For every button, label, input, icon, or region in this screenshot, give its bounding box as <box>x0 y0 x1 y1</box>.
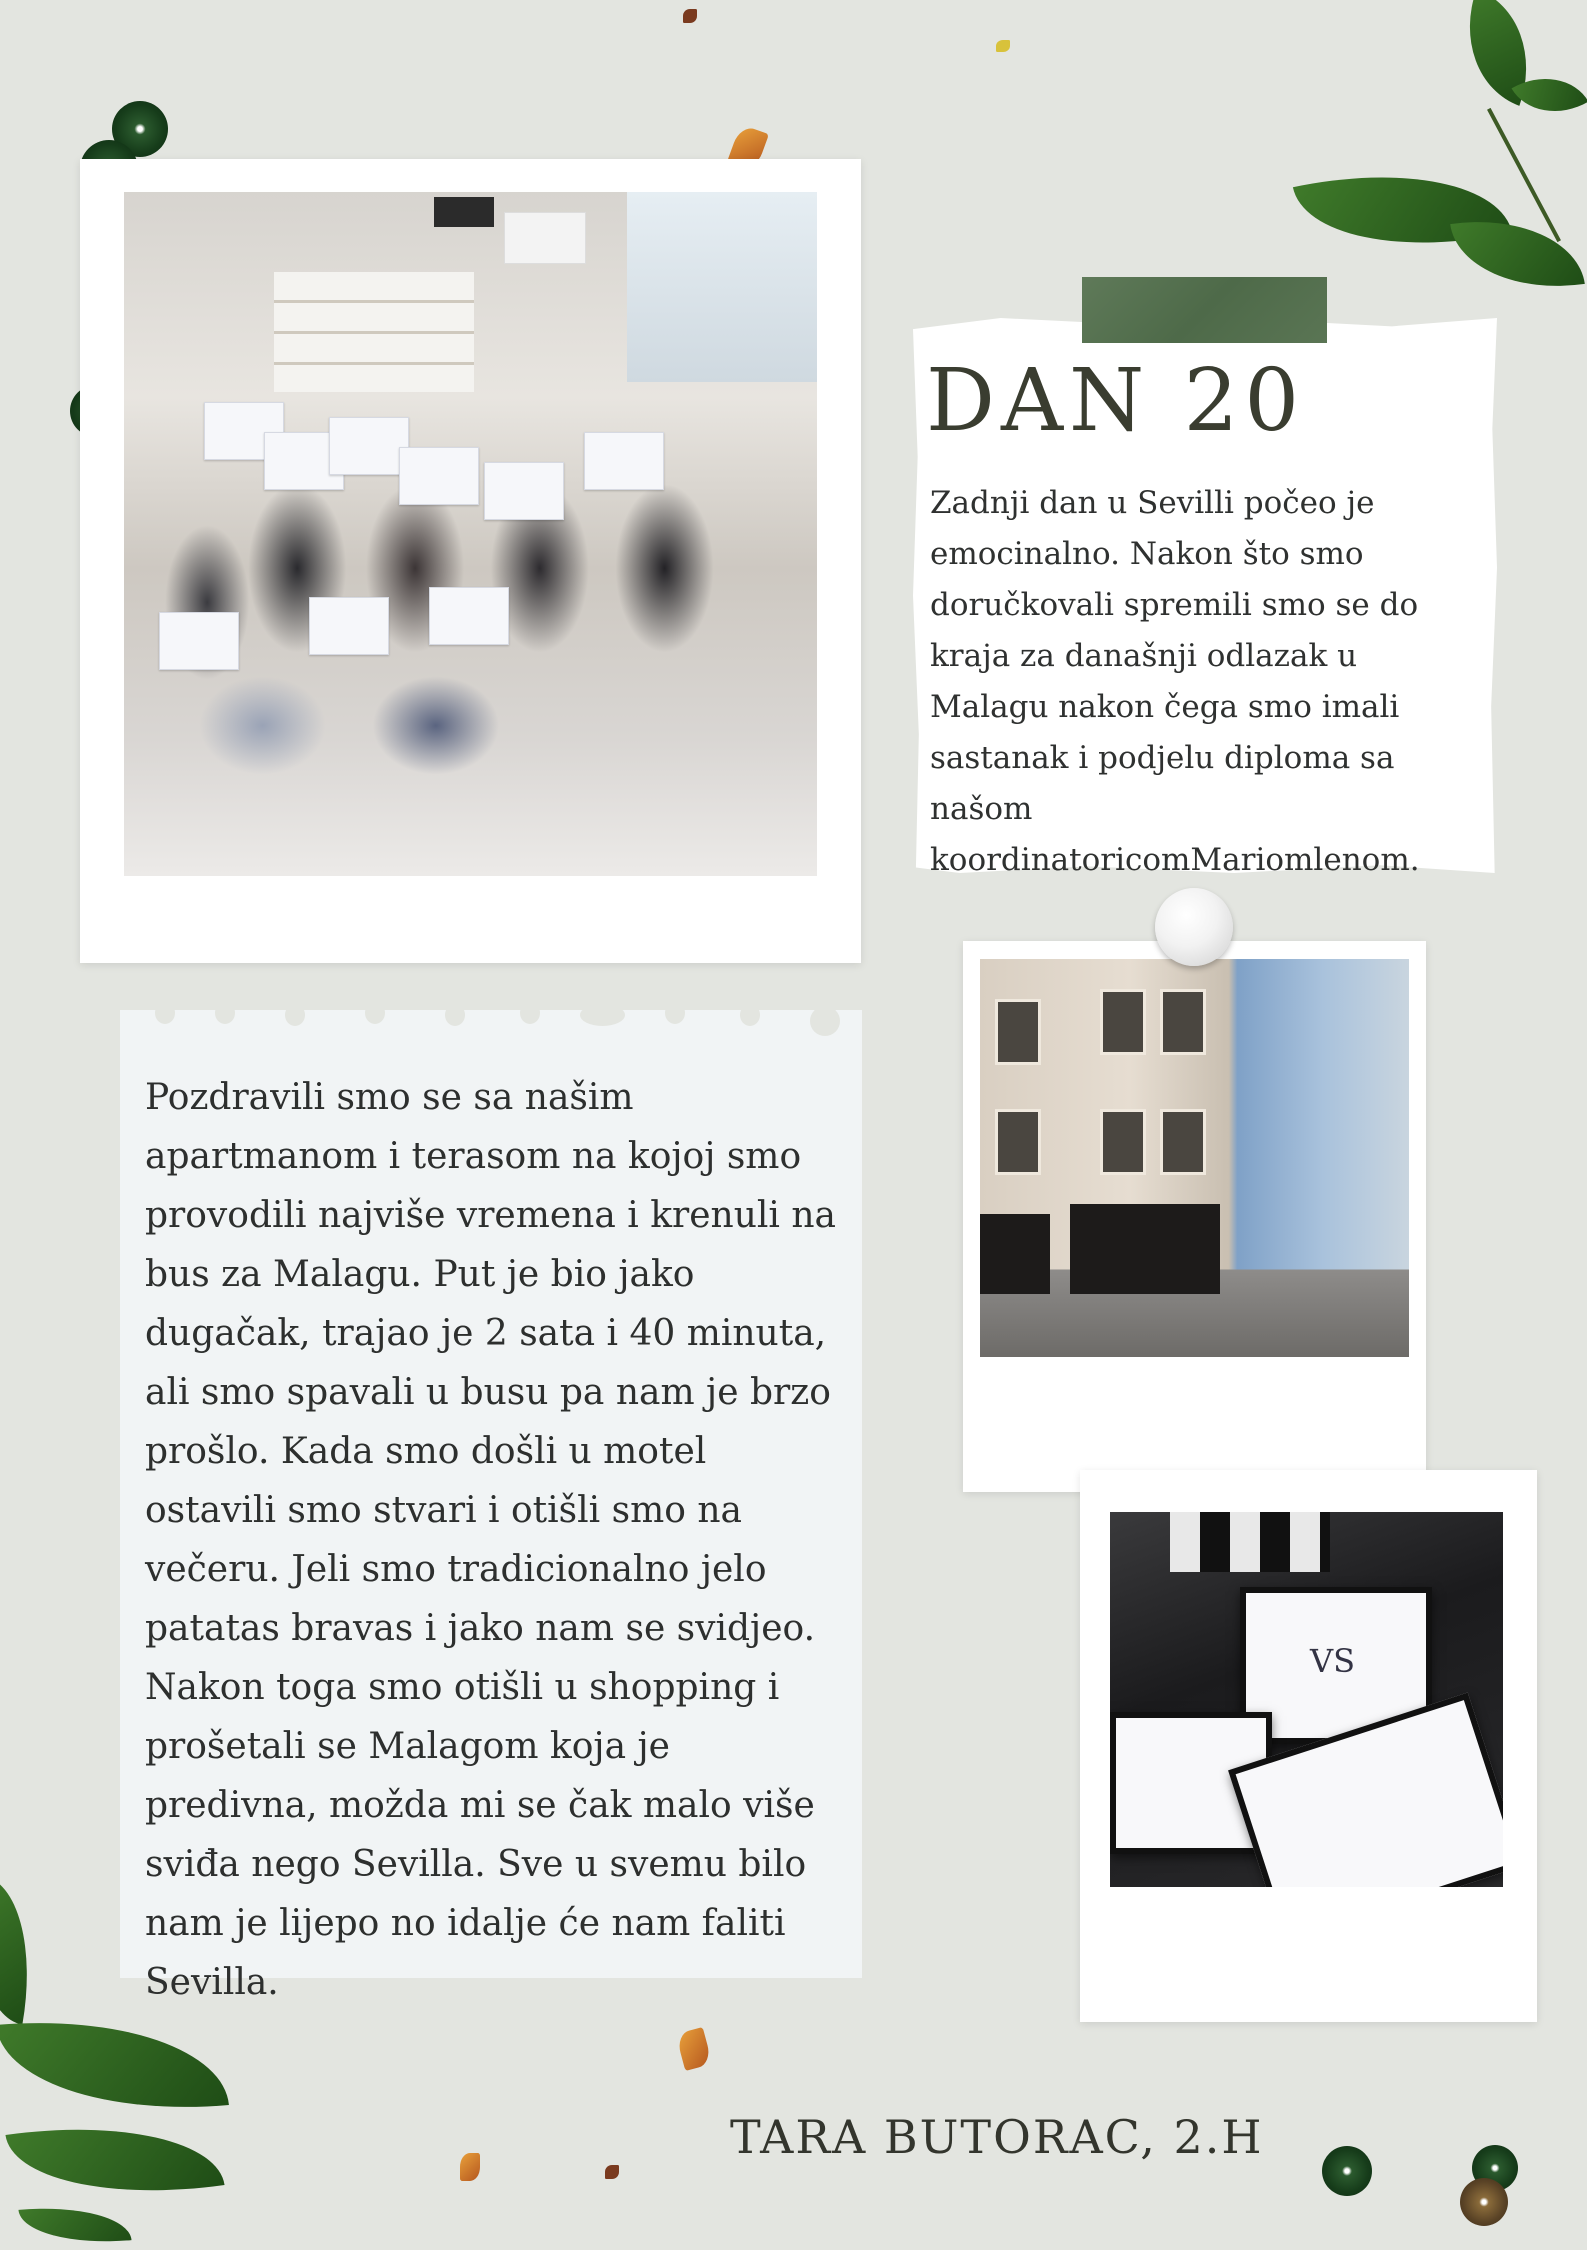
checkered-floor <box>1170 1512 1330 1572</box>
certificate <box>309 597 389 655</box>
building-window <box>1160 1109 1206 1175</box>
projector <box>434 197 494 227</box>
day-description: Zadnji dan u Sevilli počeo je emocinalno. Nakon što smo doručkovali spremili smo se do kraja za današnji odlazak u Malagu nakon čega smo imali sastanak i podjelu diploma sa našom koordinatoricomMariomlenom. <box>930 485 1420 878</box>
petal-decoration <box>996 40 1010 52</box>
building-window <box>995 1109 1041 1175</box>
building-window <box>1100 989 1146 1055</box>
building-window <box>1160 989 1206 1055</box>
note-body: Pozdravili smo se sa našim apartmanom i terasom na kojoj smo provodili najviše vremena i krenuli na bus za Malagu. Put je bio jako dugačak, trajao je 2 sata i 40 minuta, ali smo spavali u busu pa nam je brzo prošlo. Kada smo došli u motel ostavili smo stvari i otišli smo na večeru. Jeli smo tradicionalno jelo patatas bravas i jako nam se svidjeo. Nakon toga smo otišli u shopping i prošetali se Malagom koja je predivna, možda mi se čak malo više sviđa nego Sevilla. Sve u svemu bilo nam je lijepo no idalje će nam faliti Sevilla. <box>145 1077 837 2003</box>
leaf-decoration <box>0 2005 229 2124</box>
paper-drip <box>520 1002 540 1024</box>
paper-drip <box>365 1002 385 1024</box>
paper-drip <box>580 1004 625 1026</box>
air-conditioner <box>504 212 586 264</box>
sequin-decoration <box>1460 2178 1508 2226</box>
certificate <box>329 417 409 475</box>
paper-drip <box>285 1004 305 1026</box>
day-title: DAN 20 <box>926 351 1306 451</box>
bookshelf <box>274 272 474 392</box>
leaf-decoration <box>18 2200 131 2249</box>
paper-drip <box>445 1004 465 1026</box>
tape-strip <box>1082 277 1327 343</box>
window <box>627 192 817 382</box>
bag-logo: VS <box>1310 1642 1356 1680</box>
certificate <box>159 612 239 670</box>
paper-drip <box>215 1002 235 1024</box>
leaf-decoration <box>0 1875 47 2024</box>
storefront <box>1070 1204 1220 1294</box>
sequin-decoration <box>1322 2146 1372 2196</box>
paper-drip <box>810 1006 840 1036</box>
malaga-street-photo <box>980 959 1409 1357</box>
shopping-bags-photo <box>1110 1512 1503 1887</box>
author-name: TARA BUTORAC, 2.H <box>730 2110 1264 2164</box>
storefront <box>980 1214 1050 1294</box>
paper-drip <box>155 1002 175 1024</box>
certificate <box>399 447 479 505</box>
classroom-group-photo <box>124 192 817 876</box>
petal-decoration <box>605 2165 619 2179</box>
paper-drip <box>740 1004 760 1026</box>
building-window <box>995 999 1041 1065</box>
leaf-decoration <box>5 2106 224 2214</box>
petal-decoration <box>676 2027 713 2071</box>
petal-decoration <box>683 9 697 23</box>
certificate <box>429 587 509 645</box>
certificate <box>484 462 564 520</box>
pushpin <box>1155 888 1233 966</box>
paper-drip <box>665 1002 685 1024</box>
building-window <box>1100 1109 1146 1175</box>
certificate <box>584 432 664 490</box>
petal-decoration <box>460 2153 480 2181</box>
